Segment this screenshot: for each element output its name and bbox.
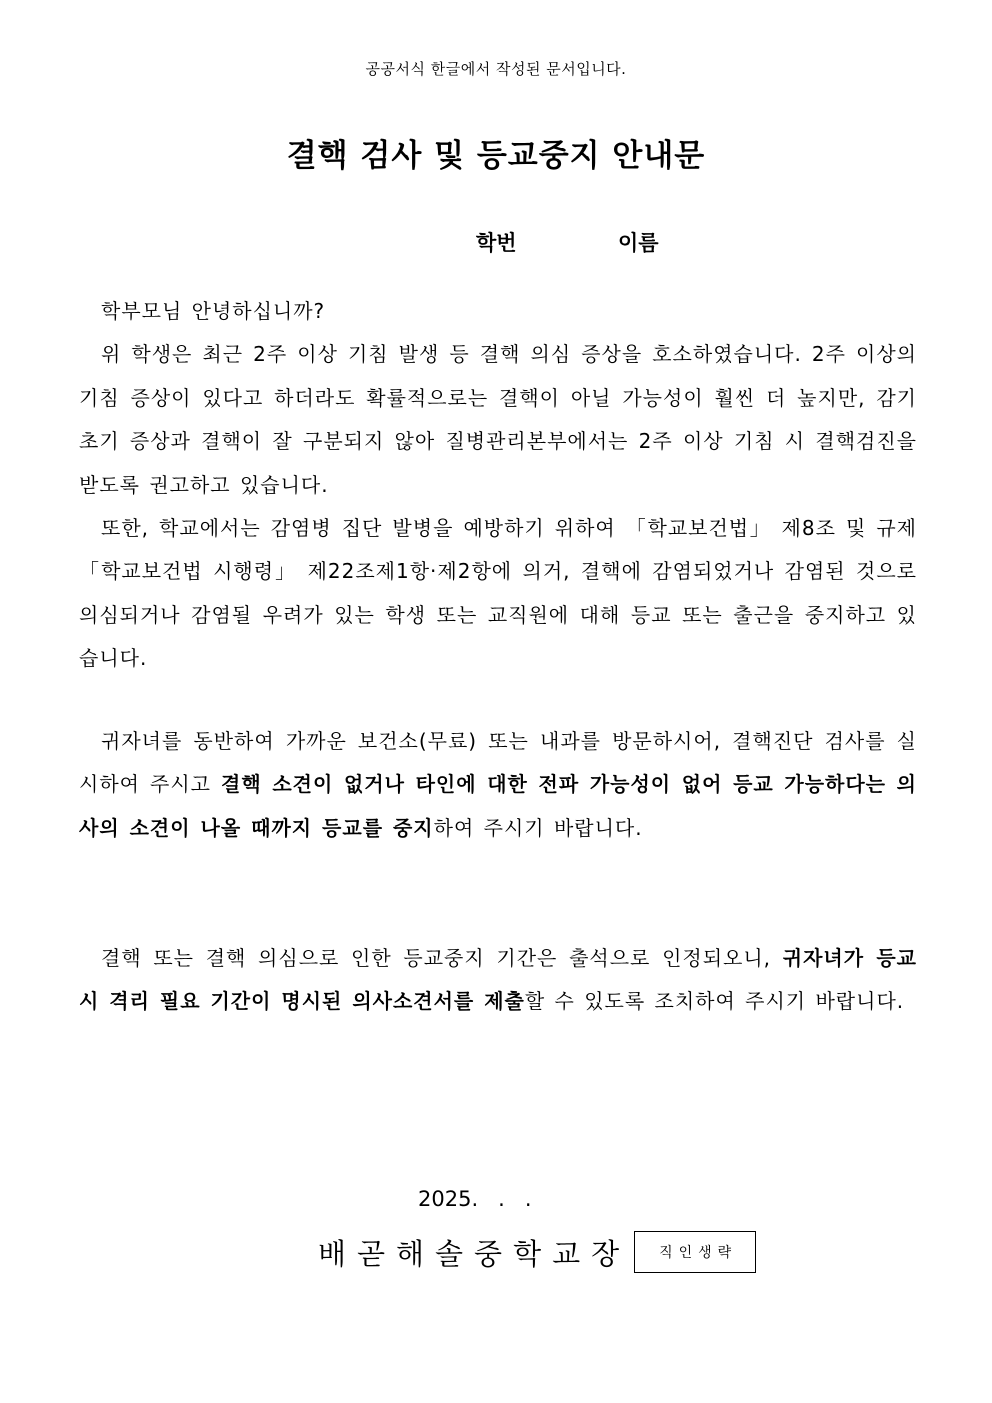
paragraph-legal-basis: 또한, 학교에서는 감염병 집단 발병을 예방하기 위하여 「학교보건법」 제8조 및 규제「학교보건법 시행령」 제22조제1항·제2항에 의거, 결핵에 감염되었거나 감염된 것으로 의심되거나 감염될 우려가 있는 학생 또는 교직원에 대해 등교 또는 출근을 중지하고 있습니다. bbox=[79, 516, 917, 671]
header-note: 공공서식 한글에서 작성된 문서입니다. bbox=[365, 60, 627, 78]
issue-date: 2025. . . bbox=[418, 1187, 532, 1211]
paragraph-request-text: 귀자녀를 동반하여 가까운 보건소(무료) 또는 내과를 방문하시어, 결핵진단 검사를 실시하여 주시고 bbox=[79, 729, 917, 797]
paragraph-attendance-text: 결핵 또는 결핵 의심으로 인한 등교중지 기간은 출석으로 인정되오니, bbox=[101, 946, 783, 970]
signature-row bbox=[318, 1229, 756, 1275]
paragraph-attendance bbox=[79, 937, 917, 1024]
paragraph-attendance-emphasis: 귀자녀가 등교 시 격리 필요 기간이 명시된 의사소견서를 제출 bbox=[79, 946, 917, 1014]
notice-attendance-block bbox=[79, 937, 917, 1024]
paragraph-request-ending: 하여 주시기 바랍니다. bbox=[433, 815, 643, 840]
paragraph-attendance-ending: 할 수 있도록 조치하여 주시기 바랍니다. bbox=[524, 989, 905, 1014]
student-name-label: 이름 bbox=[618, 231, 659, 255]
seal-omitted-box: 직인생략 bbox=[634, 1231, 756, 1273]
student-number-label: 학번 bbox=[476, 231, 517, 255]
notice-intro-block bbox=[79, 290, 917, 681]
paragraph-request bbox=[79, 720, 917, 850]
paragraph-symptoms: 위 학생은 최근 2주 이상 기침 발생 등 결핵 의심 증상을 호소하였습니다. 2주 이상의 기침 증상이 있다고 하더라도 확률적으로는 결핵이 아닐 가능성이 훨씬 더 높지만, 감기 초기 증상과 결핵이 잘 구분되지 않아 질병관리본부에서는 2주 이상 기침 시 결핵검진을 받도록 권고하고 있습니다. bbox=[79, 342, 917, 497]
document-title: 결핵 검사 및 등교중지 안내문 bbox=[286, 138, 706, 174]
notice-request-block bbox=[79, 720, 917, 850]
school-principal: 배곧해솔중학교장 bbox=[318, 1236, 631, 1271]
paragraph-request-emphasis: 결핵 소견이 없거나 타인에 대한 전파 가능성이 없어 등교 가능하다는 의사의 소견이 나올 때까지 등교를 중지 bbox=[79, 772, 917, 840]
greeting: 학부모님 안녕하십니까? bbox=[101, 299, 326, 323]
